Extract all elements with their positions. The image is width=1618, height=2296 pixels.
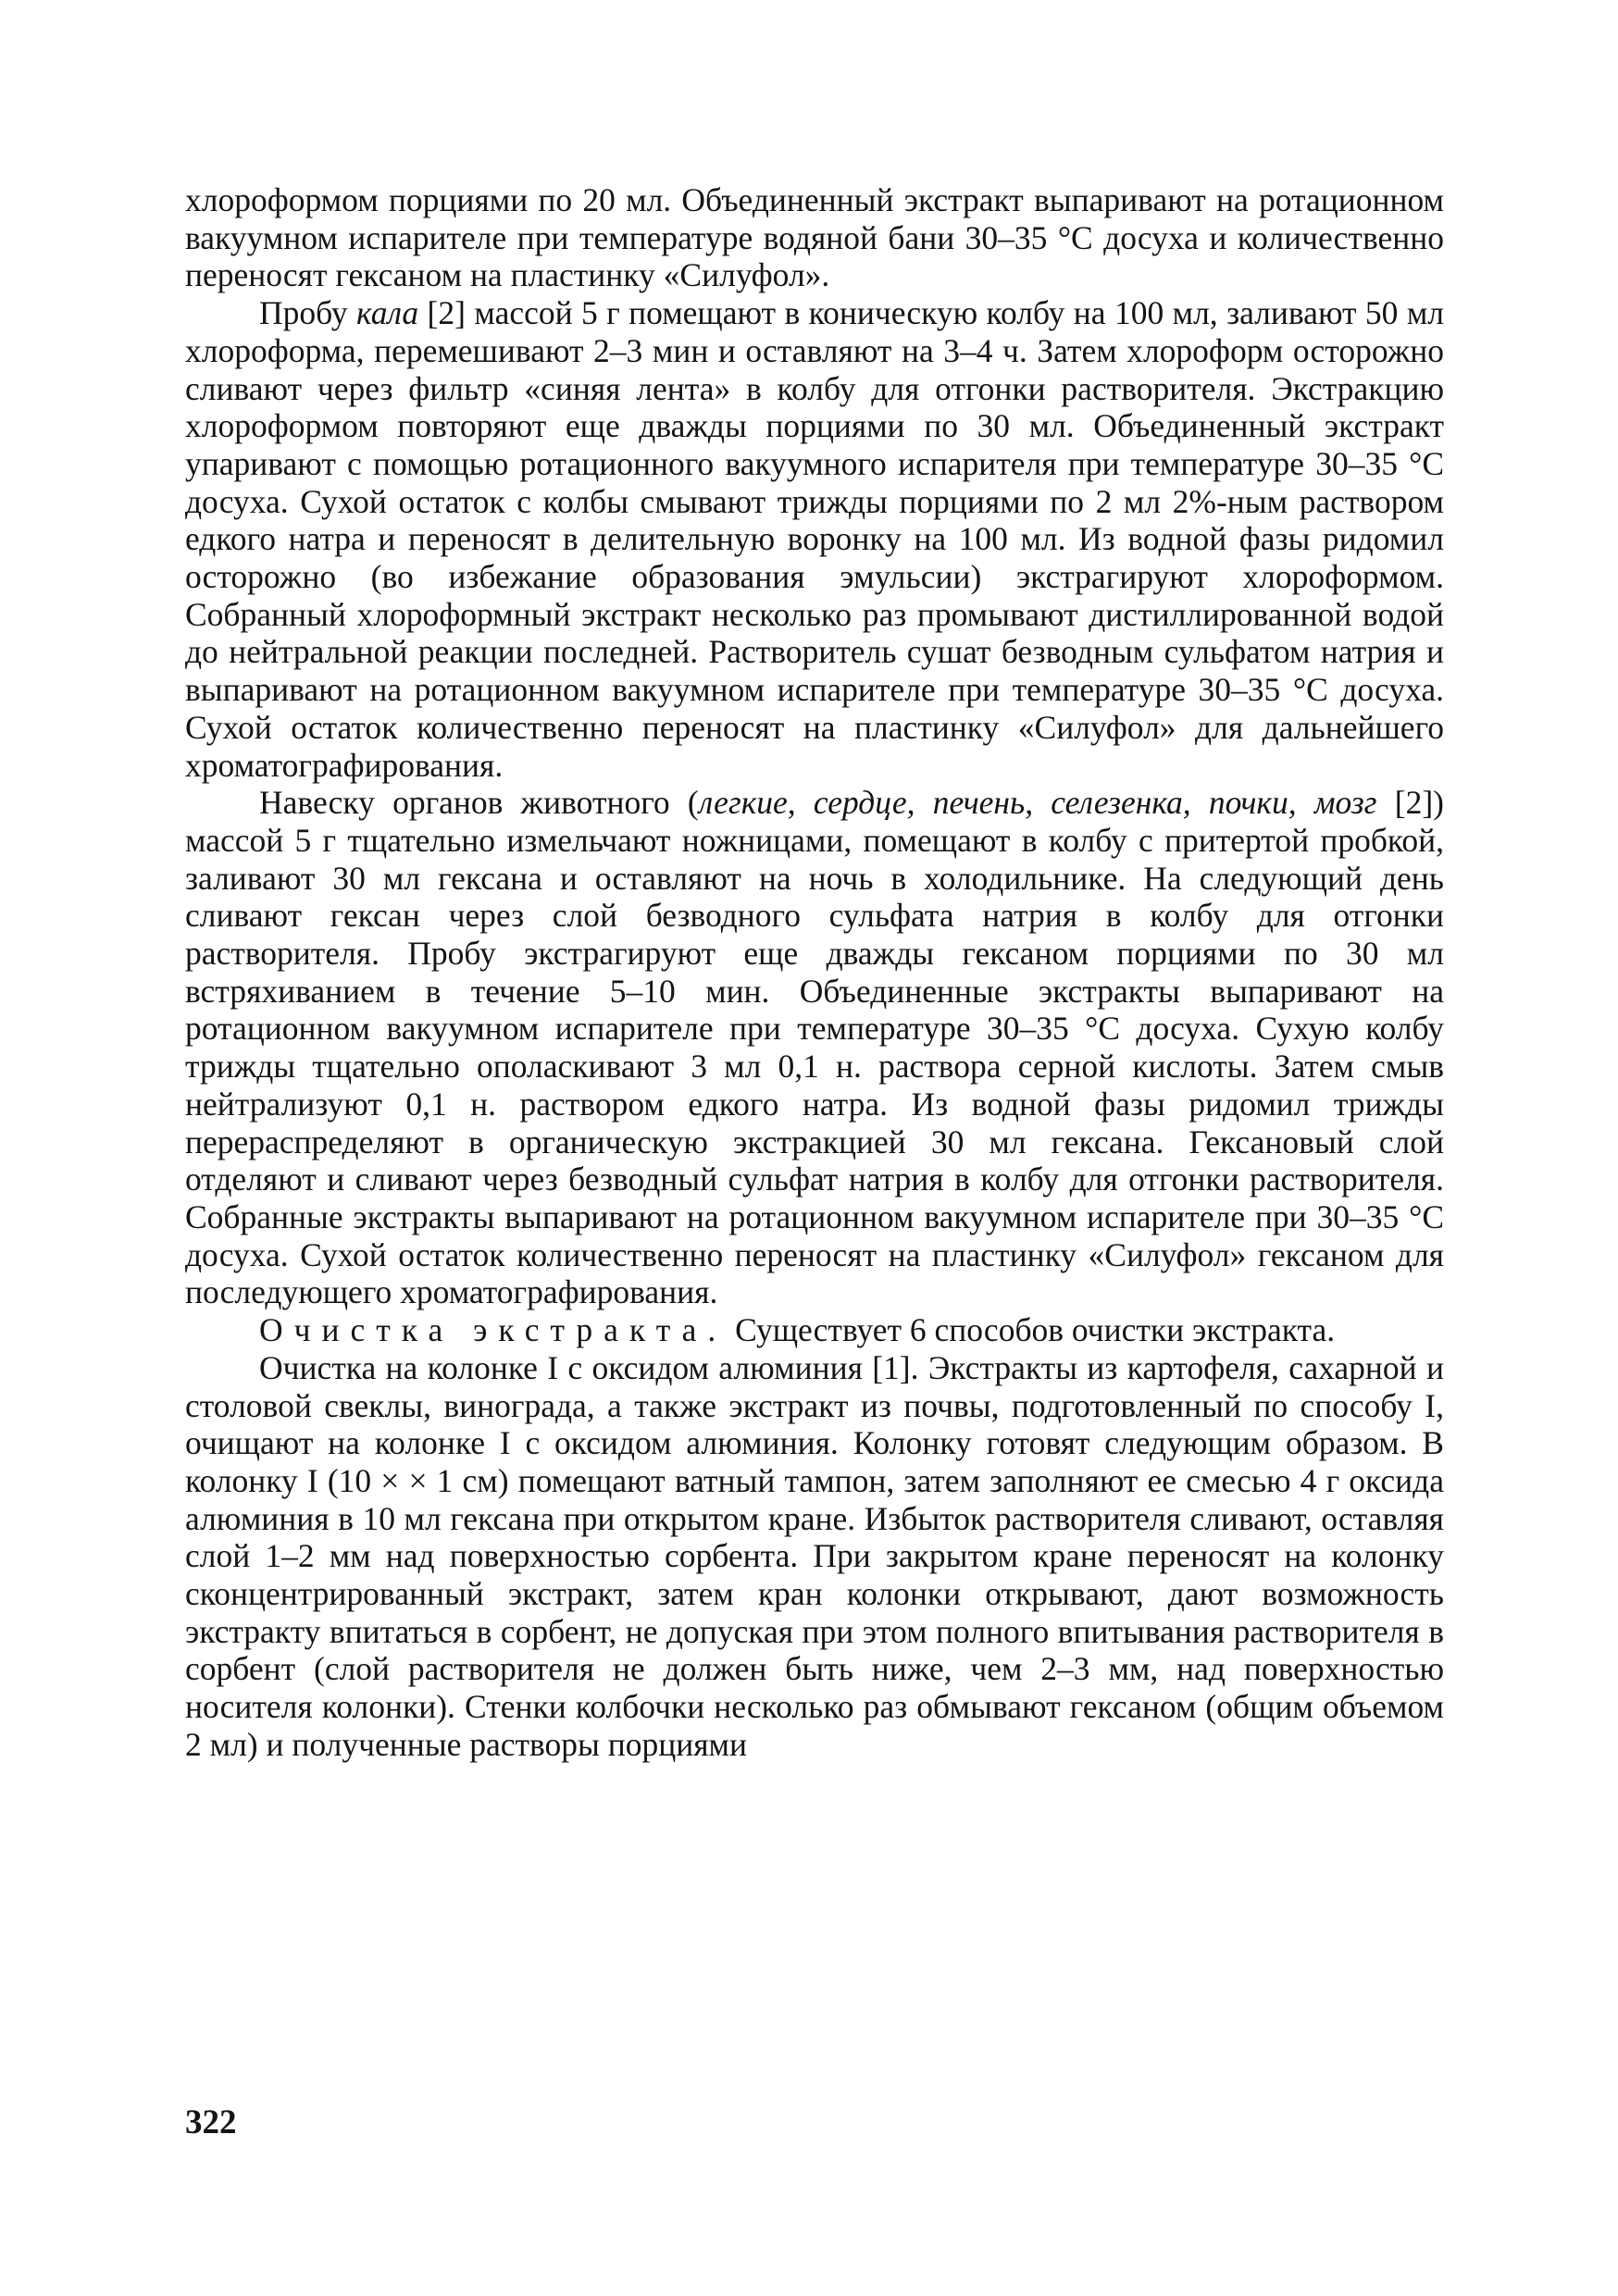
paragraph-text: [2] массой 5 г помещают в коническую колбу на 100 мл, заливают 50 мл хлороформа, перемешивают 2–3 мин и оставляют на 3–4 ч. Затем хлороформ осторожно сливают через фильтр «синяя лента» в колбу для отгонки растворителя. Экстракцию хлороформом повторяют еще дважды порциями по 30 мл. Объединенный экстракт упаривают с помощью ротационного вакуумного испарителя при температуре 30–35 °С досуха. Сухой остаток с колбы смывают трижды порциями по 2 мл 2%-ным раствором едкого натра и переносят в делительную воронку на 100 мл. Из водной фазы ридомил осторожно (во избежание образования эмульсии) экстрагируют хлороформом. Собранный хлороформный экстракт несколько раз промывают дистиллированной водой до нейтральной реакции последней. Растворитель сушат безводным сульфатом натрия и выпаривают на ротационном вакуумном испарителе при температуре 30–35 °С досуха. Сухой остаток количественно переносят на пластинку «Силуфол» для дальнейшего хроматографирования. (185, 294, 1444, 784)
section-run-in-heading: Очистка экстракта. (259, 1311, 728, 1349)
paragraph-feces-sample (185, 294, 1444, 784)
paragraph-text: Существует 6 способов очистки экстракта. (727, 1311, 1336, 1349)
paragraph-text: хлороформом порциями по 20 мл. Объединенный экстракт выпаривают на ротационном вакуумном испарителе при температуре водяной бани 30–35 °С досуха и количественно переносят гексаном на пластинку «Силуфол». (185, 181, 1444, 294)
paragraph-continuation (185, 181, 1444, 294)
document-page (185, 181, 1444, 1764)
italic-term: легкие, сердце, печень, селезенка, почки, мозг (698, 784, 1377, 822)
paragraph-column-cleanup (185, 1349, 1444, 1764)
page-number: 322 (185, 2104, 237, 2141)
paragraph-text: [2]) массой 5 г тщательно измельчают ножницами, помещают в колбу с притертой пробкой, заливают 30 мл гексана и оставляют на ночь в холодильнике. На следующий день сливают гексан через слой безводного сульфата натрия в колбу для отгонки растворителя. Пробу экстрагируют еще дважды гексаном порциями по 30 мл встряхиванием в течение 5–10 мин. Объединенные экстракты выпаривают на ротационном вакуумном испарителе при температуре 30–35 °С досуха. Сухую колбу трижды тщательно ополаскивают 3 мл 0,1 н. раствора серной кислоты. Затем смыв нейтрализуют 0,1 н. раствором едкого натра. Из водной фазы ридомил трижды перераспределяют в органическую экстракцией 30 мл гексана. Гексановый слой отделяют и сливают через безводный сульфат натрия в колбу для отгонки растворителя. Собранные экстракты выпаривают на ротационном вакуумном испарителе при 30–35 °С досуха. Сухой остаток количественно переносят на пластинку «Силуфол» гексаном для последующего хроматографирования. (185, 784, 1444, 1311)
italic-term: кала (356, 294, 419, 332)
paragraph-text: Пробу (259, 294, 357, 332)
paragraph-extract-cleanup-heading (185, 1311, 1444, 1349)
paragraph-text: Навеску органов животного ( (259, 784, 699, 822)
paragraph-text: Очистка на колонке I с оксидом алюминия [1]. Экстракты из картофеля, сахарной и столовой свеклы, винограда, а также экстракт из почвы, подготовленный по способу I, очищают на колонке I с оксидом алюминия. Колонку готовят следующим образом. В колонку I (10 × × 1 см) помещают ватный тампон, затем заполняют ее смесью 4 г оксида алюминия в 10 мл гексана при открытом кране. Избыток растворителя сливают, оставляя слой 1–2 мм над поверхностью сорбента. При закрытом кране переносят на колонку сконцентрированный экстракт, затем кран колонки открывают, дают возможность экстракту впитаться в сорбент, не допуская при этом полного впитывания растворителя в сорбент (слой растворителя не должен быть ниже, чем 2–3 мм, над поверхностью носителя колонки). Стенки колбочки несколько раз обмывают гексаном (общим объемом 2 мл) и полученные растворы порциями (185, 1348, 1444, 1763)
paragraph-animal-organs (185, 784, 1444, 1311)
